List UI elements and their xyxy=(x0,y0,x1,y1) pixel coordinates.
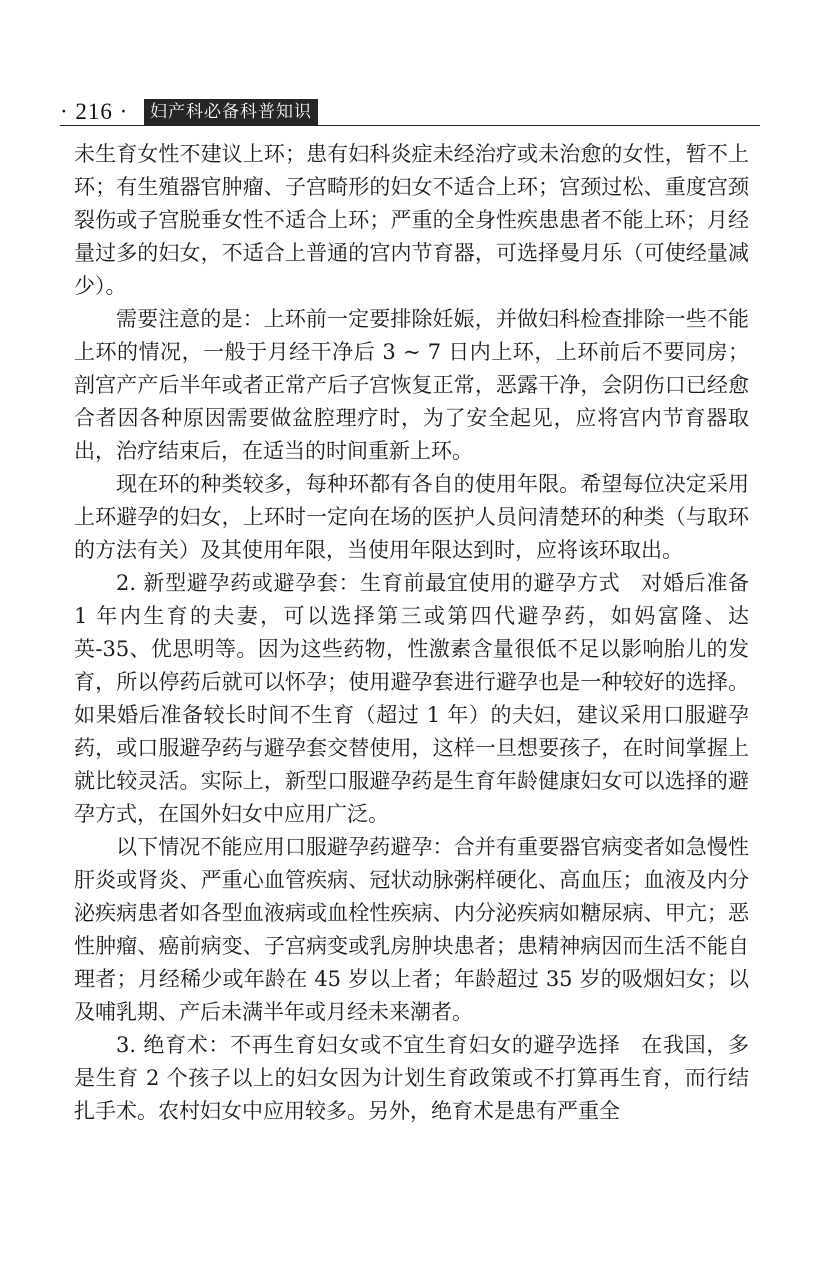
section-text-sterilization: 在我国，多是生育 2 个孩子以上的妇女因为计划生育政策或不打算再生育，而行结扎手术。农村妇女中应用较多。另外，绝育术是患有严重全 xyxy=(74,1033,750,1123)
page-header xyxy=(60,98,760,126)
paragraph-iud-contraindications: 未生育女性不建议上环；患有妇科炎症未经治疗或未治愈的女性，暂不上环；有生殖器官肿瘤、子宫畸形的妇女不适合上环；宫颈过松、重度宫颈裂伤或子宫脱垂女性不适合上环；严重的全身性疾患患者不能上环；月经量过多的妇女，不适合上普通的宫内节育器，可选择曼月乐（可使经量减少）。 xyxy=(74,142,749,298)
header-rule xyxy=(60,125,760,126)
paragraph-sterilization xyxy=(74,1029,749,1128)
section-heading-pills: 2. 新型避孕药或避孕套：生育前最宜使用的避孕方式 xyxy=(116,571,621,595)
paragraph-pill-contraindications: 以下情况不能应用口服避孕药避孕：合并有重要器官病变者如急慢性肝炎或肾炎、严重心血管疾病、冠状动脉粥样硬化、高血压；血液及内分泌疾病患者如各型血液病或血栓性疾病、内分泌疾病如糖尿病、甲亢；恶性肿瘤、癌前病变、子宫病变或乳房肿块患者；患精神病因而生活不能自理者；月经稀少或年龄在 45 岁以上者；年龄超过 35 岁的吸烟妇女；以及哺乳期、产后未满半年或月经未来潮者。 xyxy=(74,835,749,1024)
section-text-pills: 对婚后准备 1 年内生育的夫妻，可以选择第三或第四代避孕药，如妈富隆、达英-35、优思明等。因为这些药物，性激素含量很低不足以影响胎儿的发育，所以停药后就可以怀孕；使用避孕套进行避孕也是一种较好的选择。如果婚后准备较长时间不生育（超过 1 年）的夫妇，建议采用口服避孕药，或口服避孕药与避孕套交替使用，这样一旦想要孩子，在时间掌握上就比较灵活。实际上，新型口服避孕药是生育年龄健康妇女可以选择的避孕方式，在国外妇女中应用广泛。 xyxy=(74,571,750,826)
section-heading-sterilization: 3. 绝育术：不再生育妇女或不宜生育妇女的避孕选择 xyxy=(116,1033,621,1057)
paragraph-iud-precautions: 需要注意的是：上环前一定要排除妊娠，并做妇科检查排除一些不能上环的情况，一般于月经干净后 3 ~ 7 日内上环，上环前后不要同房；剖宫产产后半年或者正常产后子宫恢复正常，恶露干净，会阴伤口已经愈合者因各种原因需要做盆腔理疗时，为了安全起见，应将宫内节育器取出，治疗结束后，在适当的时间重新上环。 xyxy=(74,307,749,463)
body-text xyxy=(74,138,749,1128)
page-number: · 216 · xyxy=(60,99,129,124)
book-title-banner: 妇产科必备科普知识 xyxy=(144,99,318,125)
paragraph-iud-types: 现在环的种类较多，每种环都有各自的使用年限。希望每位决定采用上环避孕的妇女，上环时一定向在场的医护人员问清楚环的种类（与取环的方法有关）及其使用年限，当使用年限达到时，应将该环取出。 xyxy=(74,472,749,562)
paragraph-contraceptive-pills xyxy=(74,567,749,831)
